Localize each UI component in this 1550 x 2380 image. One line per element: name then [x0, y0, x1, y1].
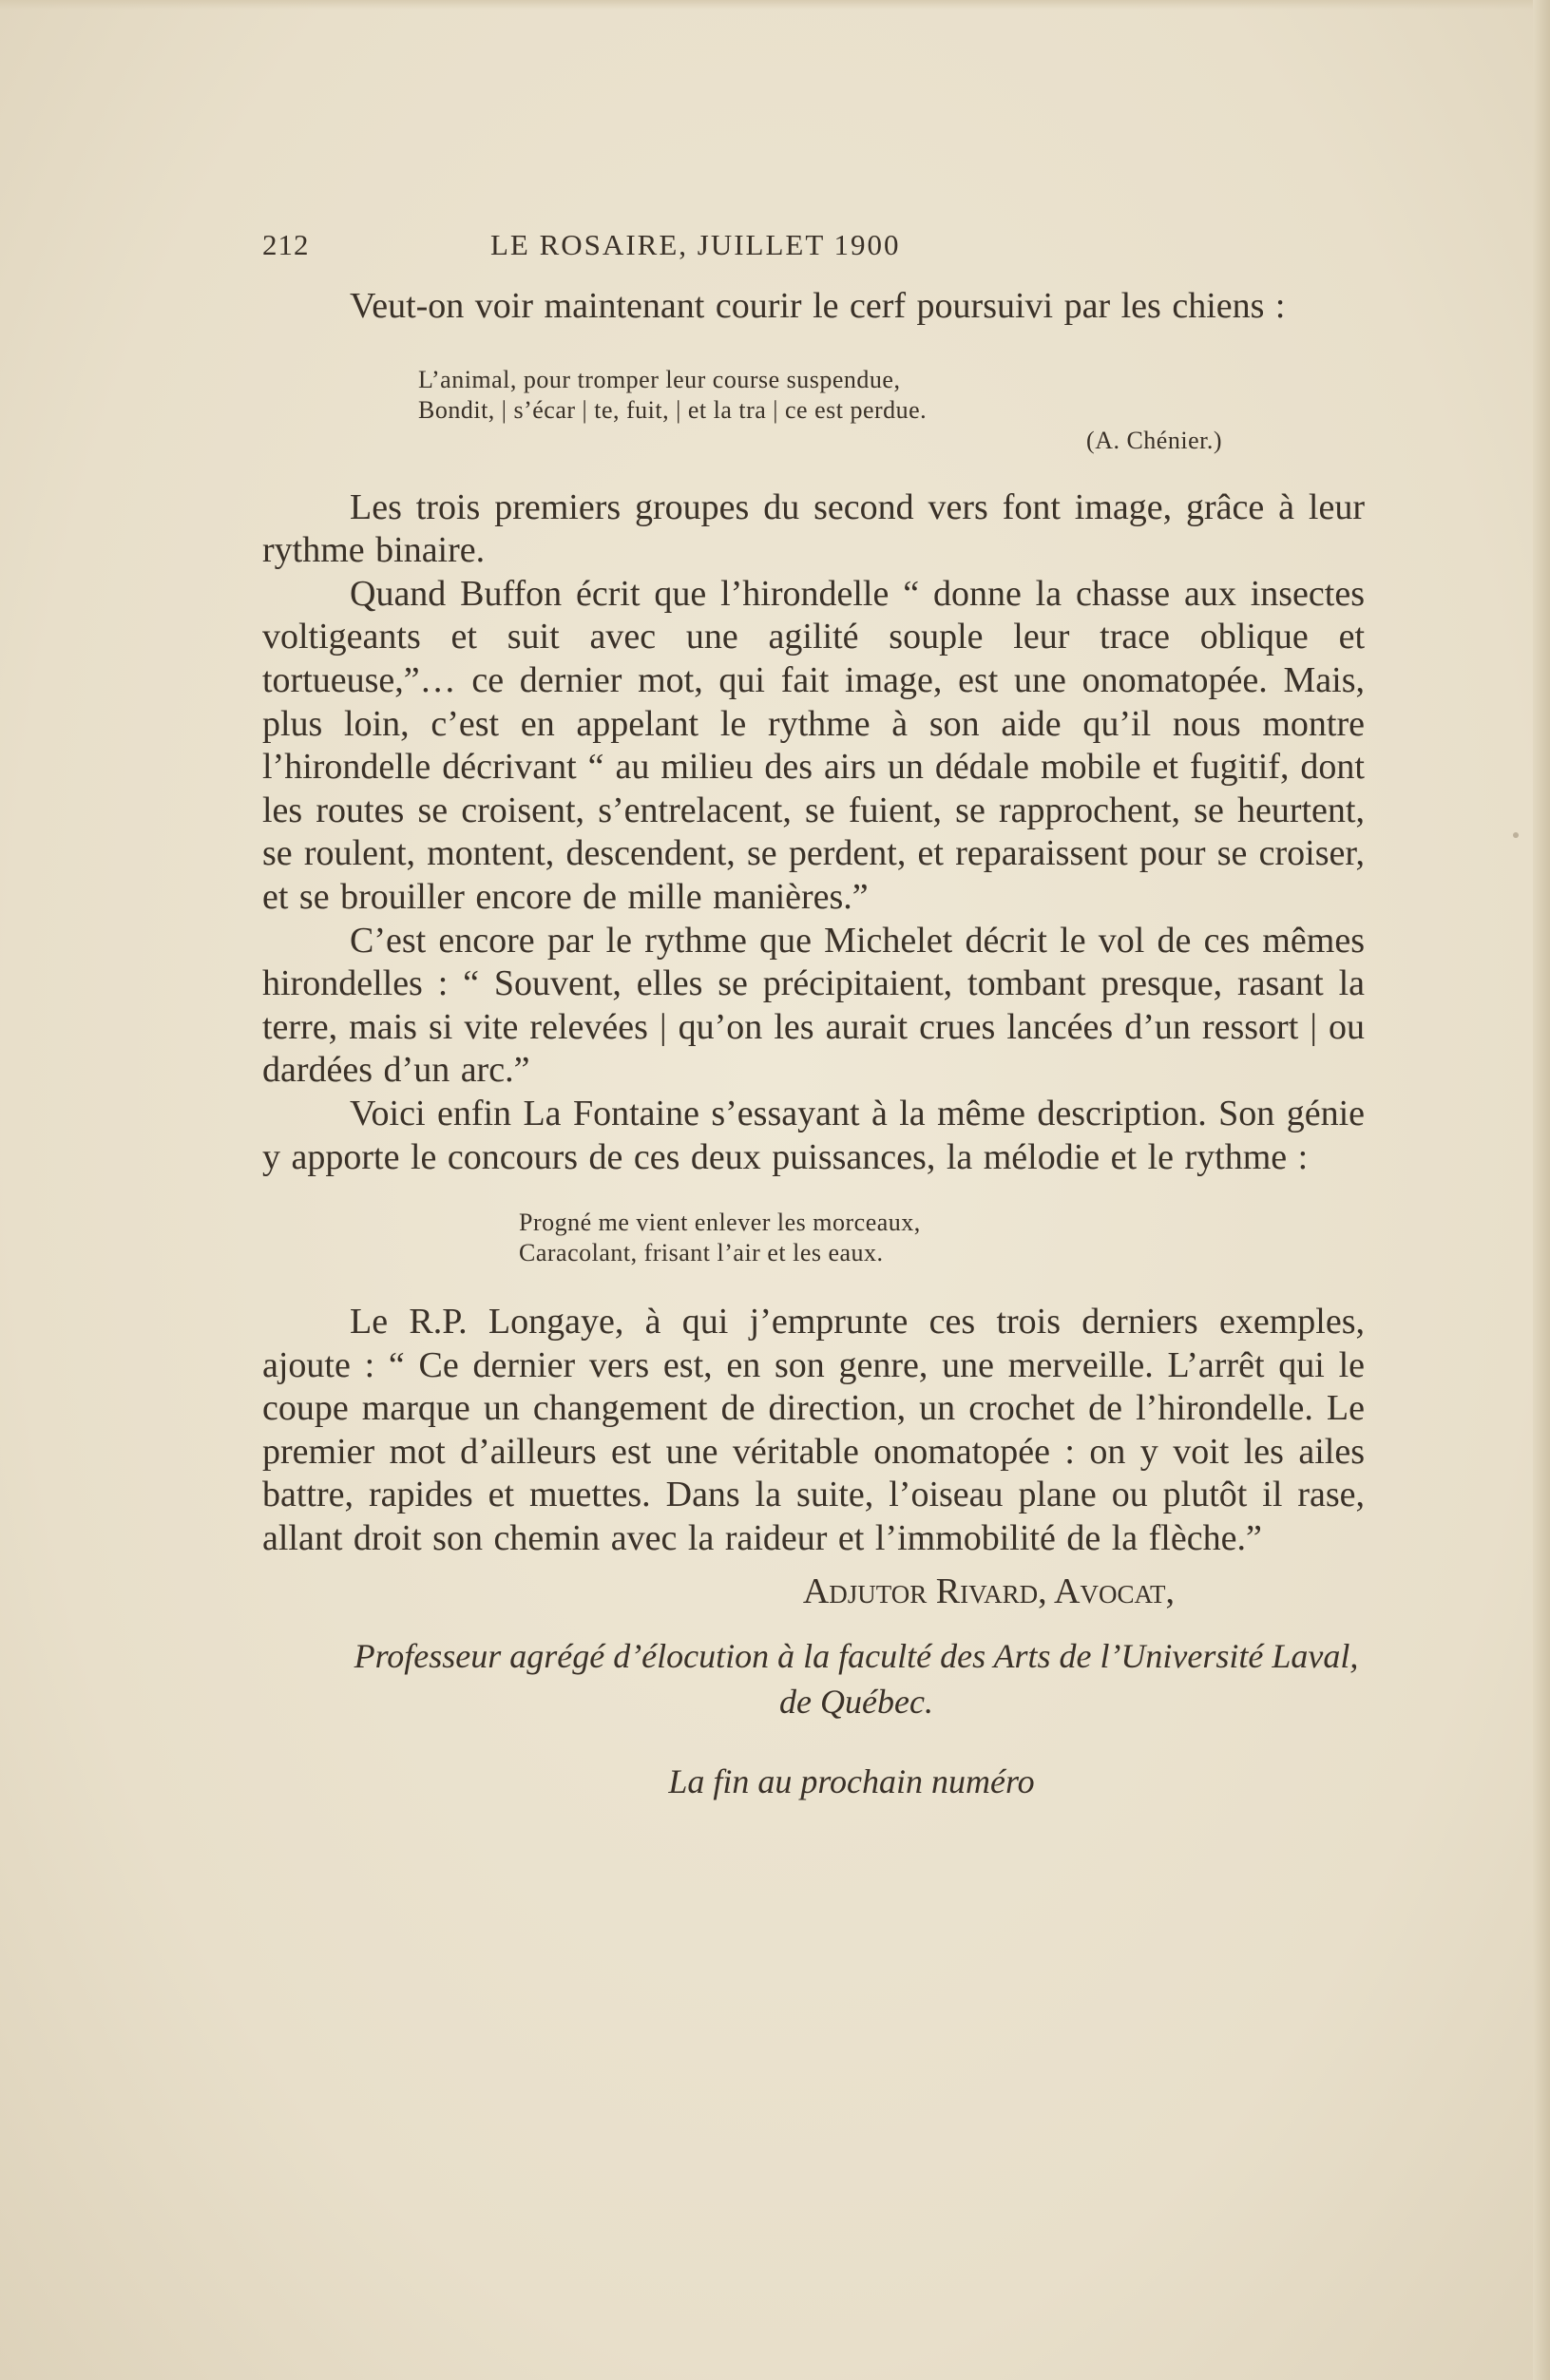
author-role: Professeur agrégé d’élocution à la faculté des Arts de l’Université Laval, de Québec. — [354, 1636, 1359, 1721]
paragraph-michelet: C’est encore par le rythme que Michelet décrit le vol de ces mêmes hirondelles : “ Souvent, elles se précipitaient, tombant presque, rasant la terre, mais si vite relevées | qu’on les aurait crues lancées d’un ressort | ou dardées d’un arc.” — [262, 920, 1365, 1091]
continued-note: La fin au prochain numéro — [668, 1761, 1035, 1800]
paragraph: Les trois premiers groupes du second vers font image, grâce à leur rythme binaire. — [262, 486, 1365, 571]
quote-attribution: (A. Chénier.) — [1086, 426, 1222, 454]
paper-speck — [1513, 832, 1519, 838]
page-top-edge — [0, 0, 1550, 10]
quote-line: Bondit, | s’écar | te, fuit, | et la tra | ce est perdue. — [418, 395, 928, 424]
quote-line: Progné me vient enlever les morceaux, — [519, 1209, 921, 1237]
paragraph-buffon: Quand Buffon écrit que l’hirondelle “ donne la chasse aux insectes voltigeants et suit avec une agilité souple leur trace oblique et tortueuse,”… ce dernier mot, qui fait image, est une onomatopée. Mais, plus loin, c’est en appelant le rythme à son aide qu’il nous montre l’hirondelle décrivant “ au milieu des airs un dédale mobile et fugitif, dont les routes se croisent, s’entrelacent, se fuient, se rapprochent, se heurtent, se roulent, montent, descendent, se perdent, et reparaissent pour se croiser, et se brouiller encore de mille manières.” — [262, 573, 1365, 917]
quote-line: L’animal, pour tromper leur course suspendue, — [418, 365, 901, 393]
quote-line: Caracolant, frisant l’air et les eaux. — [519, 1239, 884, 1267]
paragraph-longaye: Le R.P. Longaye, à qui j’emprunte ces trois derniers exemples, ajoute : “ Ce dernier vers est, en son genre, une merveille. L’arrêt qui le coupe marque un changement de direction, un crochet de l’hirondelle. Le premier mot d’ailleurs est une véritable onomatopée : on y voit les ailes battre, rapides et muettes. Dans la suite, l’oiseau plane ou plutôt il rase, allant droit son chemin avec la raideur et l’immobilité de la flèche.” — [262, 1302, 1365, 1559]
quote-la-fontaine — [519, 1208, 1365, 1268]
running-head — [262, 228, 1365, 285]
quote-chenier — [418, 365, 1365, 456]
text-column — [262, 228, 1365, 1804]
running-title: LE ROSAIRE, JUILLET 1900 — [490, 228, 901, 261]
paragraph-intro: Veut-on voir maintenant courir le cerf poursuivi par les chiens : — [350, 286, 1286, 326]
page-right-edge — [1533, 0, 1550, 2380]
page-number: 212 — [262, 228, 310, 261]
author-signature: Adjutor Rivard, Avocat, — [802, 1571, 1175, 1611]
paragraph-la-fontaine: Voici enfin La Fontaine s’essayant à la même description. Son génie y apporte le concours de ces deux puissances, la mélodie et le rythme : — [262, 1093, 1365, 1177]
